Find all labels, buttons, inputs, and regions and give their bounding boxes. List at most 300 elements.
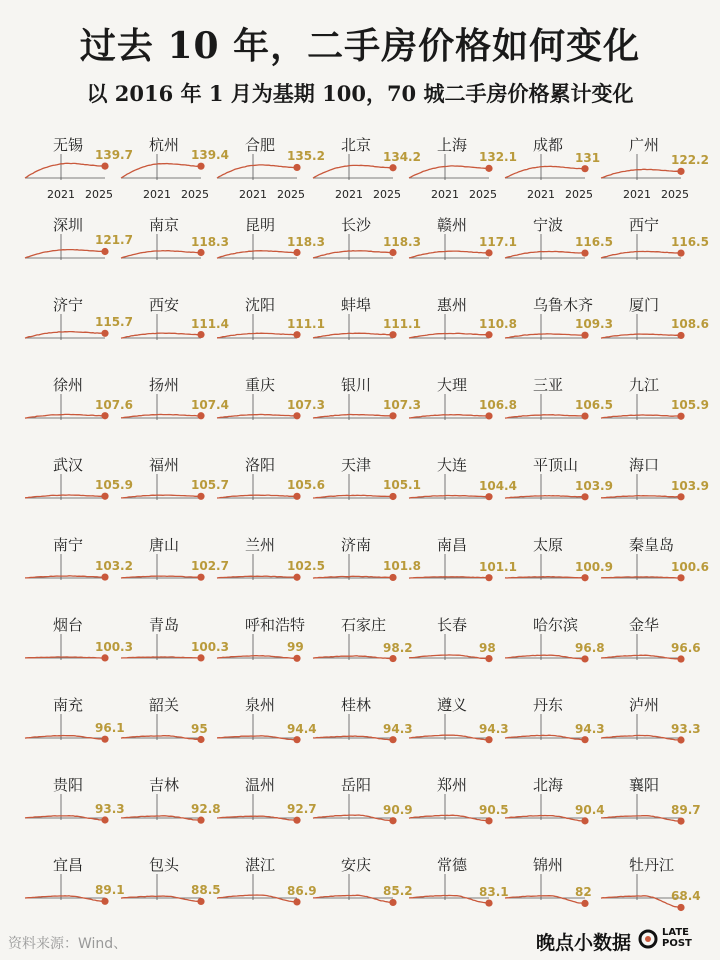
end-value-label: 94.3: [479, 721, 509, 736]
city-panel: [601, 292, 709, 364]
end-value-label: 116.5: [671, 235, 709, 250]
end-point: [389, 817, 396, 824]
end-point: [389, 655, 396, 662]
end-point: [197, 817, 204, 824]
end-value-label: 95: [191, 721, 208, 736]
city-panel: [409, 532, 517, 604]
price-series-line: [601, 655, 681, 659]
end-point: [485, 249, 492, 256]
end-point: [581, 817, 588, 824]
city-name: 平顶山: [533, 456, 579, 474]
city-name: 湛江: [245, 856, 276, 874]
city-panel: [121, 532, 229, 604]
price-series-line: [505, 655, 585, 659]
price-series-line: [217, 251, 297, 259]
end-value-label: 134.2: [383, 149, 421, 164]
end-point: [389, 164, 396, 171]
price-series-line: [121, 495, 201, 498]
city-panel: [601, 612, 701, 684]
city-panel: [217, 292, 325, 364]
city-panel: [601, 212, 709, 284]
end-point: [101, 162, 108, 169]
city-panel: [601, 452, 709, 524]
city-name: 南充: [53, 696, 84, 714]
end-point: [389, 899, 396, 906]
end-point: [293, 817, 300, 824]
end-point: [101, 654, 108, 661]
end-value-label: 139.4: [191, 148, 229, 163]
end-value-label: 103.9: [671, 478, 709, 493]
end-point: [485, 412, 492, 419]
end-value-label: 131: [575, 150, 601, 165]
city-name: 石家庄: [341, 616, 387, 634]
end-value-label: 100.9: [575, 559, 613, 574]
price-series-line: [313, 495, 393, 498]
end-value-label: 99: [287, 640, 304, 655]
end-point: [197, 493, 204, 500]
city-name: 广州: [629, 136, 660, 154]
end-point: [389, 331, 396, 338]
end-value-label: 82: [575, 885, 592, 900]
end-value-label: 93.3: [95, 802, 125, 816]
city-panel: [409, 212, 517, 284]
end-point: [581, 249, 588, 256]
city-panel: [217, 132, 325, 204]
end-value-label: 101.8: [383, 559, 421, 574]
end-value-label: 92.8: [191, 802, 221, 817]
end-value-label: 90.9: [383, 802, 413, 817]
city-panel: [409, 692, 509, 764]
city-panel: [505, 452, 613, 524]
city-panel: [217, 452, 325, 524]
city-panel: [121, 772, 221, 844]
end-value-label: 135.2: [287, 149, 325, 164]
end-value-label: 105.9: [95, 478, 133, 493]
end-point: [197, 249, 204, 256]
city-panel: [409, 292, 517, 364]
end-point: [581, 332, 588, 339]
x-tick-label: 2025: [85, 188, 113, 201]
end-value-label: 98.2: [383, 640, 413, 655]
city-panel: [409, 452, 517, 524]
brand-logo-line2: POST: [662, 938, 692, 949]
end-value-label: 96.1: [95, 721, 125, 736]
city-panel: [25, 452, 133, 524]
city-panel: [121, 612, 229, 684]
price-series-line: [25, 736, 105, 740]
city-name: 沈阳: [245, 296, 276, 314]
brand-logo-line1: LATE: [662, 927, 689, 938]
price-series-line: [121, 164, 201, 179]
x-tick-label: 2021: [431, 188, 459, 201]
city-panel: [217, 772, 317, 844]
city-panel: [505, 532, 613, 604]
x-tick-label: 2021: [623, 188, 651, 201]
end-value-label: 111.4: [191, 316, 229, 331]
x-tick-label: 2021: [239, 188, 267, 201]
city-panel: [313, 212, 421, 284]
city-panel: [601, 772, 701, 844]
end-value-label: 83.1: [479, 885, 509, 900]
end-point: [197, 736, 204, 743]
x-tick-label: 2025: [469, 188, 497, 201]
end-value-label: 107.6: [95, 397, 133, 412]
city-panel: [313, 532, 421, 604]
city-name: 洛阳: [245, 456, 276, 474]
end-point: [389, 574, 396, 581]
city-name: 宁波: [533, 216, 564, 234]
city-name: 大理: [437, 376, 468, 394]
end-value-label: 96.6: [671, 641, 701, 656]
end-point: [677, 168, 684, 175]
end-point: [677, 736, 684, 743]
end-value-label: 111.1: [383, 316, 421, 331]
city-name: 呼和浩特: [245, 616, 306, 634]
city-panel: [313, 772, 413, 844]
x-tick-label: 2021: [143, 188, 171, 201]
city-panel: [409, 772, 509, 844]
end-value-label: 88.5: [191, 883, 221, 898]
end-value-label: 116.5: [575, 235, 613, 250]
city-panel: [409, 612, 505, 684]
end-point: [485, 493, 492, 500]
price-series-line: [25, 250, 105, 258]
city-name: 吉林: [149, 776, 180, 794]
end-point: [389, 412, 396, 419]
end-value-label: 93.3: [671, 722, 701, 736]
brand-name: 晚点小数据: [536, 932, 632, 954]
end-point: [677, 493, 684, 500]
price-series-line: [25, 332, 105, 339]
city-panel: [217, 212, 325, 284]
price-series-line: [505, 334, 585, 338]
city-name: 长沙: [341, 216, 372, 234]
end-value-label: 111.1: [287, 316, 325, 331]
end-point: [485, 736, 492, 743]
end-point: [581, 165, 588, 172]
city-name: 西宁: [629, 216, 660, 234]
end-point: [485, 165, 492, 172]
city-name: 韶关: [149, 696, 180, 714]
city-panel: [505, 692, 605, 764]
end-point: [677, 332, 684, 339]
price-series-line: [313, 895, 393, 902]
city-name: 襄阳: [629, 776, 660, 794]
city-panel: [25, 772, 125, 844]
end-value-label: 107.4: [191, 397, 229, 412]
city-panel: [121, 452, 229, 524]
x-tick-label: 2025: [181, 188, 209, 201]
end-point: [677, 904, 684, 911]
city-panel: [505, 292, 613, 364]
city-panel: [121, 852, 221, 924]
end-value-label: 107.3: [383, 397, 421, 412]
city-name: 杭州: [149, 136, 180, 154]
price-series-line: [505, 735, 585, 740]
price-series-line: [121, 251, 201, 259]
end-value-label: 90.4: [575, 802, 605, 817]
end-point: [389, 736, 396, 743]
city-panel: [25, 612, 133, 684]
end-point: [389, 493, 396, 500]
city-name: 昆明: [245, 216, 276, 234]
end-point: [677, 655, 684, 662]
city-panel: [313, 372, 421, 444]
end-value-label: 86.9: [287, 883, 317, 898]
x-tick-label: 2025: [373, 188, 401, 201]
end-value-label: 100.3: [95, 639, 133, 654]
city-panel: [409, 372, 517, 444]
end-point: [197, 898, 204, 905]
city-name: 唐山: [149, 536, 180, 554]
city-panel: [505, 852, 601, 924]
end-value-label: 89.7: [671, 803, 701, 818]
city-panel: [601, 692, 701, 764]
end-point: [101, 493, 108, 500]
price-series-line: [217, 495, 297, 498]
price-series-line: [121, 896, 201, 901]
city-name: 锦州: [533, 856, 564, 874]
city-name: 兰州: [245, 536, 276, 554]
city-panel: [217, 612, 313, 684]
city-panel: [217, 852, 317, 924]
price-series-line: [505, 251, 585, 258]
price-series-line: [409, 333, 489, 338]
price-series-line: [25, 414, 105, 418]
end-point: [581, 412, 588, 419]
end-point: [197, 163, 204, 170]
end-point: [197, 412, 204, 419]
city-panel: [25, 212, 133, 284]
end-value-label: 103.2: [95, 559, 133, 574]
city-panel: [121, 132, 229, 204]
city-panel: [121, 692, 217, 764]
city-name: 长春: [437, 616, 468, 634]
end-value-label: 98: [479, 640, 496, 655]
city-name: 丹东: [533, 696, 564, 714]
end-value-label: 139.7: [95, 148, 133, 163]
city-name: 北海: [533, 776, 564, 794]
end-point: [197, 331, 204, 338]
city-panel: [601, 532, 709, 604]
end-point: [677, 574, 684, 581]
city-name: 福州: [149, 456, 180, 474]
city-panel: [25, 852, 125, 924]
city-panel: [601, 852, 701, 924]
end-value-label: 101.1: [479, 559, 517, 574]
city-name: 温州: [245, 776, 276, 794]
city-name: 泉州: [245, 696, 276, 714]
city-name: 银川: [341, 376, 372, 394]
city-name: 郑州: [437, 776, 468, 794]
city-name: 海口: [629, 456, 660, 474]
price-series-line: [25, 495, 105, 498]
end-point: [197, 654, 204, 661]
city-name: 牡丹江: [629, 856, 675, 874]
end-point: [581, 900, 588, 907]
city-panel: [409, 852, 509, 924]
city-name: 北京: [341, 136, 372, 154]
end-value-label: 94.3: [383, 721, 413, 736]
end-value-label: 118.3: [287, 234, 325, 249]
end-value-label: 105.1: [383, 478, 421, 493]
city-name: 泸州: [629, 696, 660, 714]
city-name: 成都: [533, 136, 564, 154]
end-value-label: 104.4: [479, 478, 517, 493]
end-point: [485, 331, 492, 338]
price-series-line: [601, 251, 681, 258]
city-name: 厦门: [629, 296, 660, 314]
end-point: [293, 164, 300, 171]
city-name: 济宁: [53, 296, 84, 314]
end-point: [101, 816, 108, 823]
end-point: [581, 736, 588, 743]
chart-subtitle: 以 2016 年 1 月为基期 100，70 城二手房价格累计变化: [86, 81, 634, 106]
city-name: 无锡: [53, 136, 84, 154]
city-name: 南昌: [437, 536, 468, 554]
city-panel: [313, 692, 413, 764]
city-panel: [505, 212, 613, 284]
price-series-line: [601, 169, 681, 178]
price-series-line: [409, 251, 489, 258]
end-value-label: 117.1: [479, 234, 517, 249]
price-series-line: [505, 896, 585, 904]
end-value-label: 103.9: [575, 478, 613, 493]
end-point: [485, 899, 492, 906]
end-value-label: 118.3: [383, 234, 421, 249]
end-value-label: 90.5: [479, 802, 509, 817]
city-name: 桂林: [341, 696, 372, 714]
city-panel: [505, 132, 601, 204]
city-name: 九江: [629, 376, 660, 394]
end-point: [101, 573, 108, 580]
city-name: 哈尔滨: [533, 616, 579, 634]
city-name: 上海: [437, 136, 468, 154]
x-tick-label: 2025: [565, 188, 593, 201]
city-panel: [313, 612, 413, 684]
price-series-line: [217, 165, 297, 178]
city-name: 烟台: [53, 616, 84, 634]
city-name: 遵义: [437, 696, 468, 714]
end-value-label: 92.7: [287, 802, 317, 817]
end-point: [293, 898, 300, 905]
price-series-line: [25, 576, 105, 578]
end-point: [101, 412, 108, 419]
end-point: [485, 655, 492, 662]
city-panel: [121, 292, 229, 364]
source-note: 资料来源：Wind、: [8, 936, 128, 952]
x-tick-label: 2025: [661, 188, 689, 201]
end-point: [293, 412, 300, 419]
end-value-label: 106.5: [575, 398, 613, 413]
end-point: [677, 413, 684, 420]
city-name: 贵阳: [53, 776, 84, 794]
price-series-line: [601, 334, 681, 338]
city-name: 蚌埠: [341, 296, 372, 314]
price-series-line: [409, 735, 489, 740]
city-panel: [601, 132, 709, 204]
end-point: [101, 248, 108, 255]
city-panel: [121, 372, 229, 444]
end-value-label: 106.8: [479, 397, 517, 412]
price-series-line: [505, 415, 585, 418]
end-value-label: 94.3: [575, 721, 605, 736]
end-value-label: 115.7: [95, 315, 133, 330]
city-panel: [217, 372, 325, 444]
city-panel: [25, 132, 133, 204]
city-name: 济南: [341, 536, 372, 554]
city-panel: [25, 532, 133, 604]
price-series-line: [217, 414, 297, 418]
city-name: 扬州: [149, 376, 180, 394]
price-series-line: [313, 333, 393, 338]
end-point: [677, 817, 684, 824]
city-panel: [25, 372, 133, 444]
city-name: 大连: [437, 456, 468, 474]
end-point: [293, 493, 300, 500]
city-name: 南宁: [53, 536, 84, 554]
end-point: [485, 574, 492, 581]
end-point: [677, 249, 684, 256]
city-name: 西安: [149, 296, 180, 314]
city-name: 徐州: [53, 376, 84, 394]
city-panel: [217, 532, 325, 604]
city-panel: [313, 852, 413, 924]
end-value-label: 105.6: [287, 478, 325, 493]
end-value-label: 96.8: [575, 640, 605, 655]
end-value-label: 108.6: [671, 317, 709, 332]
end-point: [293, 249, 300, 256]
city-name: 重庆: [245, 376, 276, 394]
price-series-line: [601, 496, 681, 498]
city-name: 乌鲁木齐: [533, 296, 594, 314]
end-value-label: 100.3: [191, 639, 229, 654]
brand-logo-text: [662, 927, 692, 949]
city-name: 宜昌: [53, 856, 84, 874]
end-value-label: 102.7: [191, 559, 229, 574]
end-point: [581, 493, 588, 500]
price-series-line: [313, 415, 393, 419]
end-point: [293, 574, 300, 581]
city-name: 青岛: [149, 616, 180, 634]
price-series-line: [601, 896, 681, 908]
end-value-label: 94.4: [287, 721, 317, 736]
end-value-label: 89.1: [95, 883, 125, 898]
city-name: 赣州: [437, 216, 468, 234]
price-series-line: [217, 333, 297, 338]
end-point: [485, 817, 492, 824]
price-series-line: [121, 333, 201, 338]
city-name: 三亚: [533, 376, 564, 394]
x-tick-label: 2021: [527, 188, 555, 201]
end-point: [293, 331, 300, 338]
city-panel: [313, 292, 421, 364]
end-value-label: 121.7: [95, 233, 133, 248]
end-point: [101, 330, 108, 337]
price-series-line: [409, 895, 489, 903]
city-panel: [505, 772, 605, 844]
city-panel: [121, 212, 229, 284]
city-panel: [313, 132, 421, 204]
city-name: 南京: [149, 216, 180, 234]
city-panel: [217, 692, 317, 764]
city-panel: [25, 692, 125, 764]
city-name: 合肥: [245, 136, 276, 154]
city-name: 武汉: [53, 456, 84, 474]
city-name: 岳阳: [341, 776, 372, 794]
city-panel: [505, 612, 605, 684]
end-value-label: 118.3: [191, 234, 229, 249]
